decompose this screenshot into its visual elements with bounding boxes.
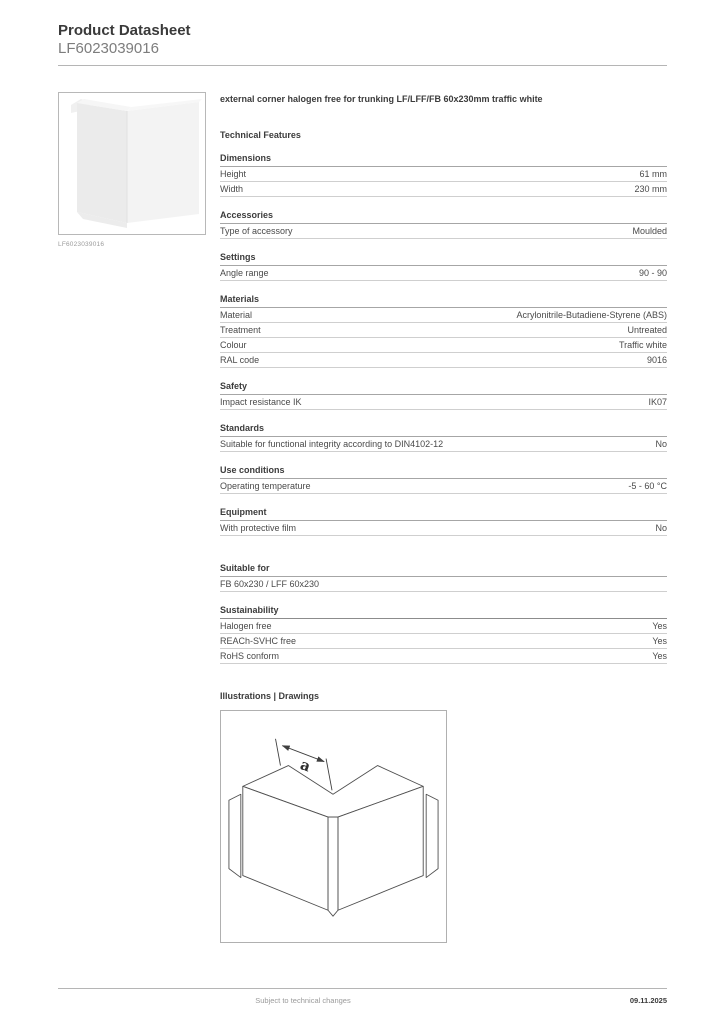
row-value: Traffic white xyxy=(618,340,667,350)
row-value: 9016 xyxy=(646,355,667,365)
row-label: RAL code xyxy=(220,355,260,365)
row-value: Yes xyxy=(652,636,667,646)
corner-ridge xyxy=(328,817,338,916)
section-rows xyxy=(220,619,667,664)
table-row xyxy=(220,395,667,410)
table-row xyxy=(220,338,667,353)
section-rows xyxy=(220,521,667,536)
section-rows xyxy=(220,479,667,494)
table-row xyxy=(220,266,667,281)
footer-date: 09.11.2025 xyxy=(629,996,667,1005)
row-value: No xyxy=(655,439,667,449)
row-value: No xyxy=(655,523,667,533)
section-title: Accessories xyxy=(220,210,667,224)
table-row xyxy=(220,308,667,323)
technical-features-title: Technical Features xyxy=(220,130,301,140)
table-row xyxy=(220,353,667,368)
feature-section xyxy=(220,465,667,494)
row-label: Colour xyxy=(220,340,247,350)
row-value: Acrylonitrile-Butadiene-Styrene (ABS) xyxy=(516,310,667,320)
section-rows xyxy=(220,308,667,368)
section-title: Dimensions xyxy=(220,153,667,167)
row-label: Impact resistance IK xyxy=(220,397,302,407)
product-photo-image xyxy=(59,93,205,234)
feature-section xyxy=(220,252,667,281)
illustrations-title: Illustrations | Drawings xyxy=(220,691,320,701)
footer-note: Subject to technical changes xyxy=(255,996,351,1005)
section-title: Materials xyxy=(220,294,667,308)
header xyxy=(58,0,667,66)
table-row xyxy=(220,521,667,536)
section-title: Suitable for xyxy=(220,563,667,577)
feature-sections xyxy=(220,153,667,664)
section-title: Safety xyxy=(220,381,667,395)
table-row xyxy=(220,577,667,592)
row-label: RoHS conform xyxy=(220,651,280,661)
left-flange xyxy=(229,794,241,877)
row-label: With protective film xyxy=(220,523,297,533)
section-rows xyxy=(220,437,667,452)
row-value: Moulded xyxy=(632,226,667,236)
page-title: Product Datasheet xyxy=(58,22,191,39)
feature-section xyxy=(220,563,667,592)
section-title: Equipment xyxy=(220,507,667,521)
product-image-column xyxy=(58,92,206,943)
section-title: Standards xyxy=(220,423,667,437)
row-label: Angle range xyxy=(220,268,269,278)
row-value: 90 - 90 xyxy=(638,268,667,278)
dimension-label: a xyxy=(297,755,314,776)
section-title: Settings xyxy=(220,252,667,266)
feature-section xyxy=(220,605,667,664)
section-rows xyxy=(220,395,667,410)
technical-drawing xyxy=(220,710,447,943)
feature-section xyxy=(220,423,667,452)
feature-section xyxy=(220,294,667,368)
section-title: Sustainability xyxy=(220,605,667,619)
right-flange xyxy=(426,794,438,877)
product-number: LF6023039016 xyxy=(58,40,159,57)
feature-section xyxy=(220,507,667,536)
table-row xyxy=(220,167,667,182)
row-value: Untreated xyxy=(627,325,667,335)
row-value: IK07 xyxy=(648,397,667,407)
table-row xyxy=(220,323,667,338)
section-rows xyxy=(220,577,667,592)
row-value: 230 mm xyxy=(634,184,667,194)
table-row xyxy=(220,619,667,634)
footer xyxy=(58,988,667,1010)
feature-section xyxy=(220,381,667,410)
table-row xyxy=(220,182,667,197)
row-value: Yes xyxy=(652,651,667,661)
table-row xyxy=(220,224,667,239)
row-label: Operating temperature xyxy=(220,481,311,491)
row-label: Height xyxy=(220,169,247,179)
footer-divider xyxy=(58,988,667,989)
row-label: Material xyxy=(220,310,253,320)
table-row xyxy=(220,437,667,452)
row-label: Treatment xyxy=(220,325,261,335)
row-value: Yes xyxy=(652,621,667,631)
product-photo xyxy=(58,92,206,235)
section-rows xyxy=(220,266,667,281)
section-rows xyxy=(220,167,667,197)
row-value: -5 - 60 °C xyxy=(628,481,667,491)
feature-section xyxy=(220,153,667,197)
row-label: REACh-SVHC free xyxy=(220,636,297,646)
row-label: Type of accessory xyxy=(220,226,293,236)
table-row xyxy=(220,634,667,649)
product-description: external corner halogen free for trunking LF/LFF/FB 60x230mm traffic white xyxy=(220,94,543,104)
section-rows xyxy=(220,224,667,239)
row-label: FB 60x230 / LFF 60x230 xyxy=(220,579,320,589)
table-row xyxy=(220,649,667,664)
row-value: 61 mm xyxy=(639,169,667,179)
table-row xyxy=(220,479,667,494)
header-divider xyxy=(58,65,667,66)
corner-drawing-svg xyxy=(221,711,446,942)
feature-section xyxy=(220,210,667,239)
product-photo-caption: LF6023039016 xyxy=(58,241,105,248)
row-label: Width xyxy=(220,184,244,194)
row-label: Halogen free xyxy=(220,621,272,631)
row-label: Suitable for functional integrity according to DIN4102-12 xyxy=(220,439,444,449)
section-title: Use conditions xyxy=(220,465,667,479)
